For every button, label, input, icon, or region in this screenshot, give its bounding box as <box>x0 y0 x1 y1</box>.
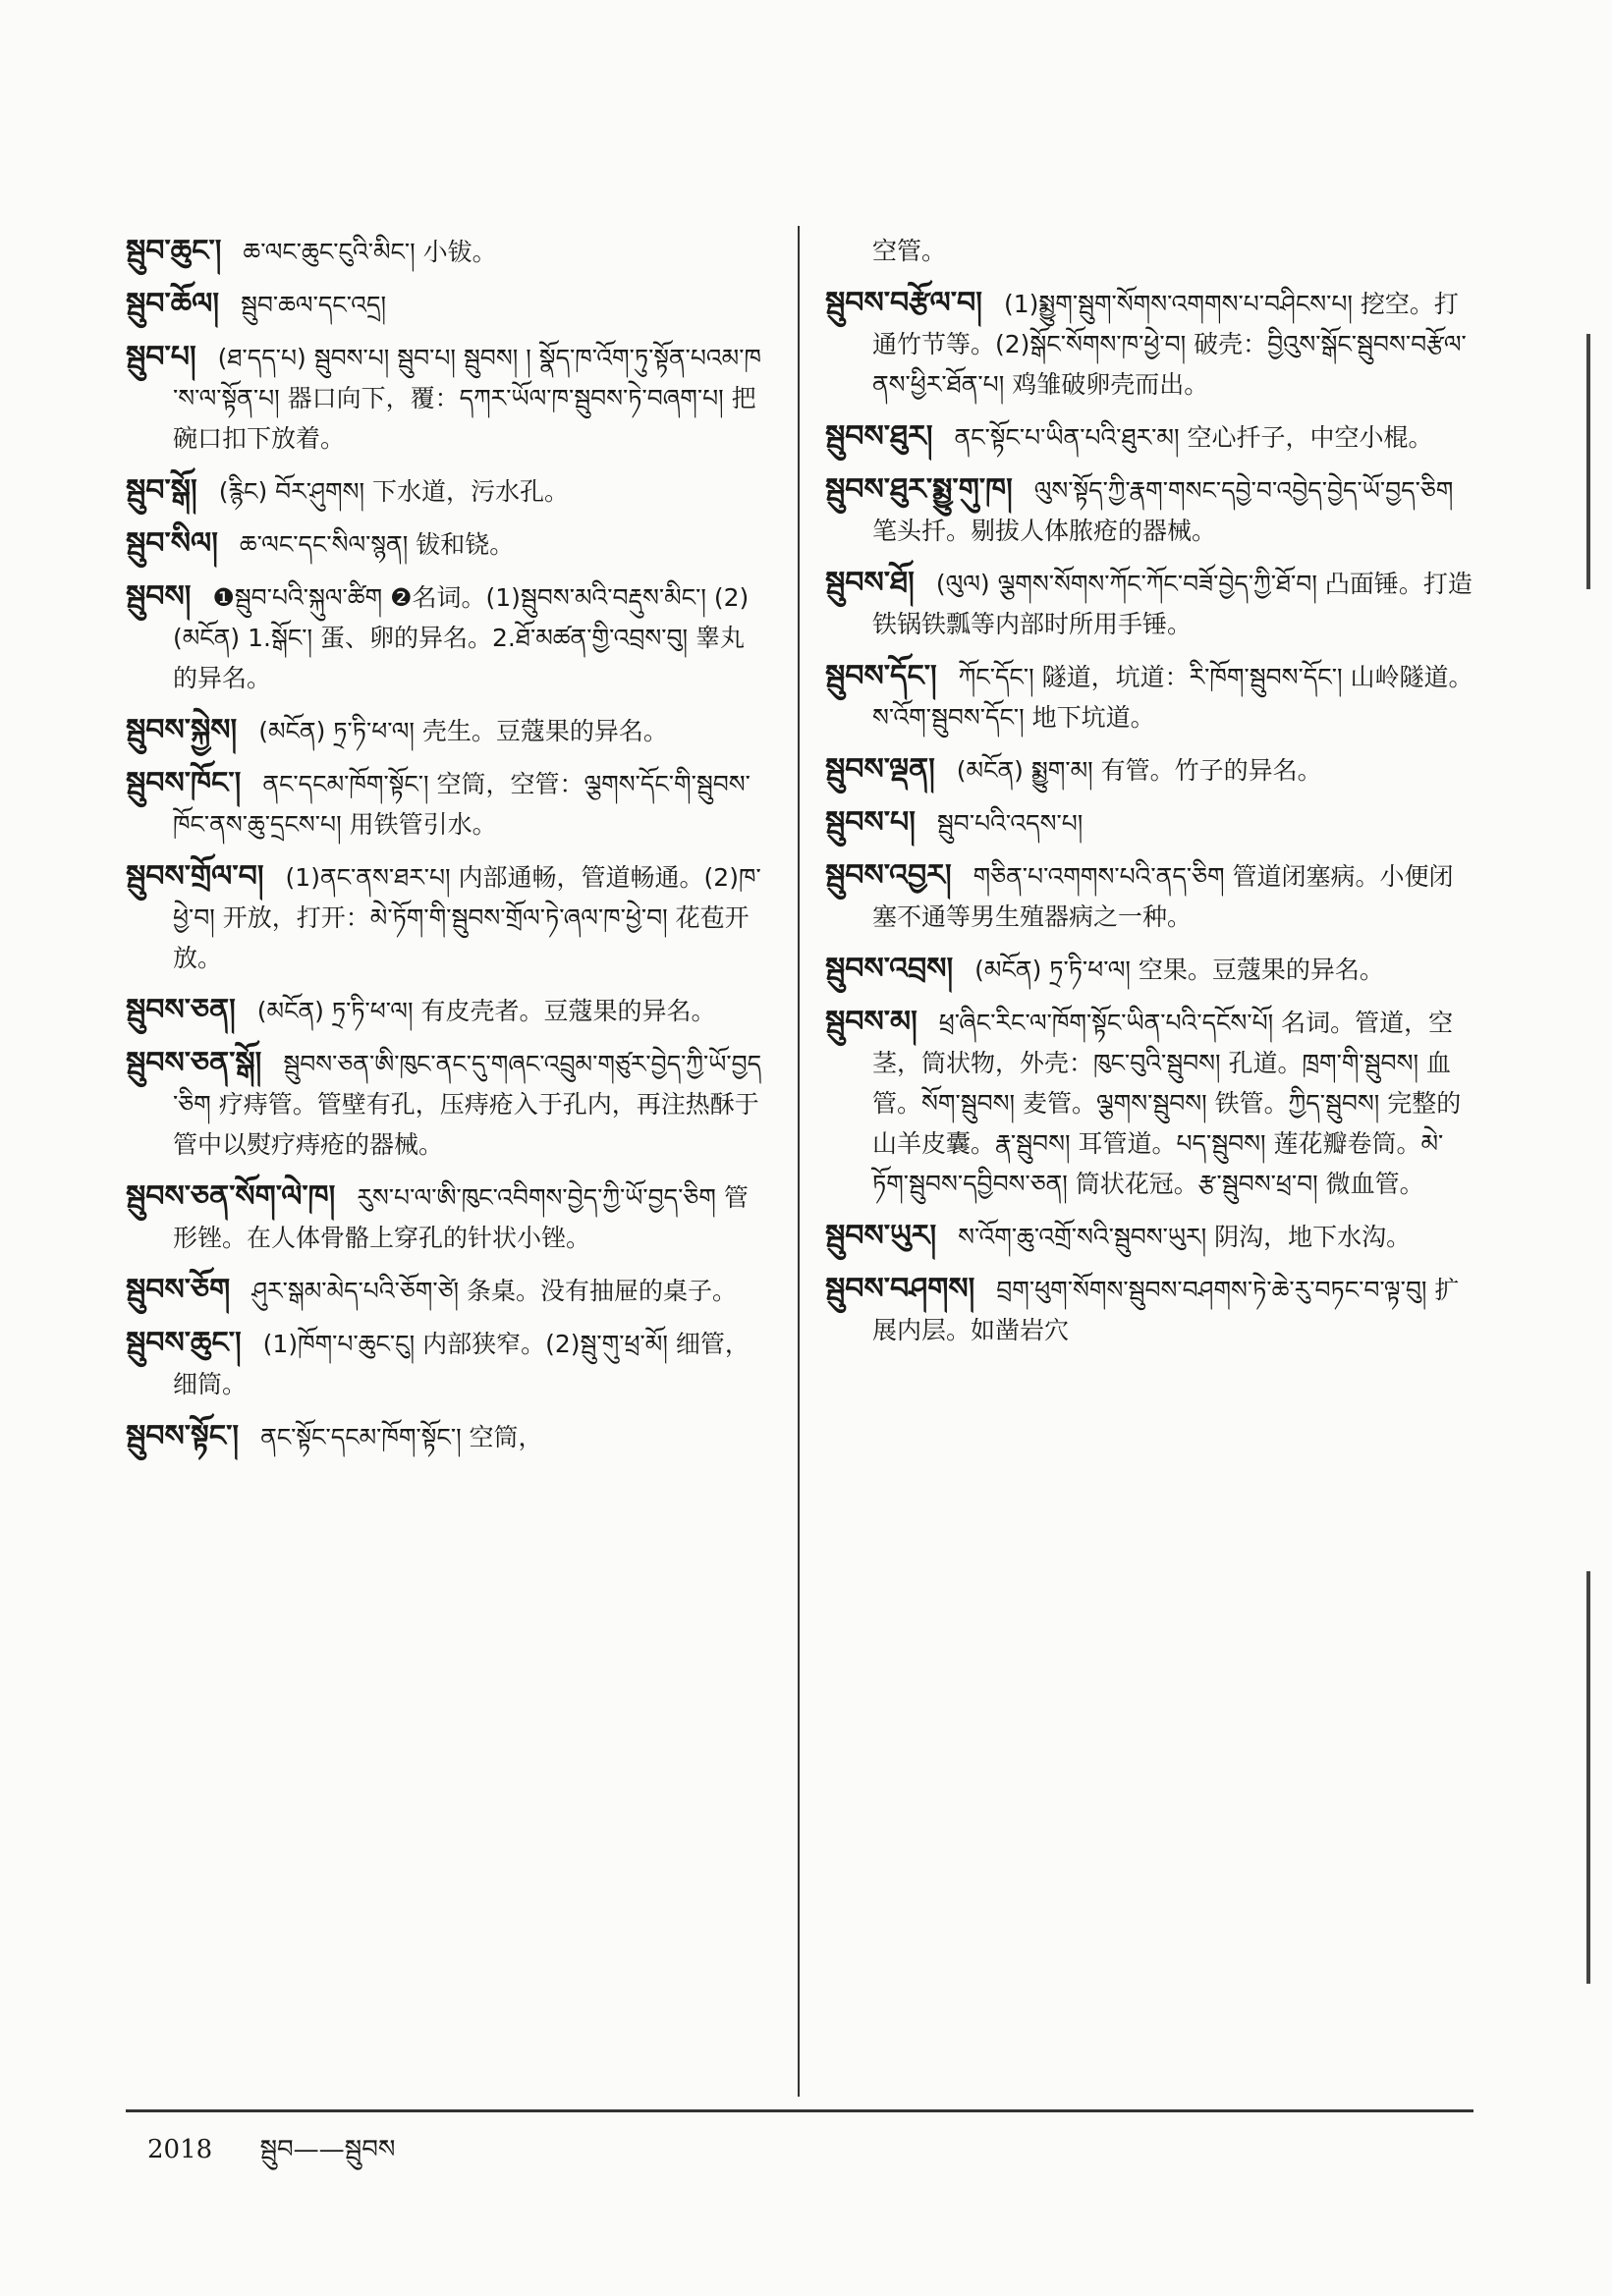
entry-definition: སྦུབས་ཅན་ཨི་ཁུང་ནང་དུ་གཞང་འབྲུམ་གཙུར་བྱེད་ཀྱི་ཡོ་བྱད་ཅིག 疗痔管。管壁有孔，压痔疮入于孔内，再注热酥于管中以熨疗痔疮的器械。 <box>173 1050 762 1159</box>
dictionary-entry <box>825 1216 1473 1257</box>
dictionary-entry <box>126 231 764 272</box>
entry-headword: སྦུབ་ཆོལ། <box>126 287 219 321</box>
dictionary-entry <box>825 1269 1473 1350</box>
left-column <box>126 231 764 1469</box>
dictionary-entry <box>825 563 1473 644</box>
entry-definition: ཆ་ལང་དང་སིལ་སྙན། 钹和铙。 <box>239 530 515 559</box>
entry-headword: སྦུབས་ཅོག <box>126 1273 231 1307</box>
entry-headword: སྦུབས་ཅན་སོག་ལེ་ཁ། <box>126 1179 336 1214</box>
entry-definition: ནང་དངམ་ཁོག་སྟོང་། 空筒，空管：ལྕགས་དོང་གི་སྦུབས་ཁོང་ནས་ཆུ་དྲངས་པ། 用铁管引水。 <box>173 770 750 839</box>
entry-headword: སྦུབས་སྐྱེས། <box>126 713 238 747</box>
entry-definition: བྲག་ཕུག་སོགས་སྦུབས་བཤགས་ཏེ་ཆེ་རུ་བཏང་བ་ལྟ་བུ། 扩展内层。如凿岩穴 <box>872 1276 1460 1344</box>
dictionary-entry <box>825 416 1473 458</box>
dictionary-entry <box>825 469 1473 551</box>
dictionary-entry <box>825 1002 1473 1204</box>
entry-definition: ཕྲ་ཞིང་རིང་ལ་ཁོག་སྟོང་ཡིན་པའི་དངོས་པོ། 名词。管道，空茎，筒状物，外壳：ཁུང་བུའི་སྦུབས། 孔道。ཁྲག་གི་སྦུབས། 血管。སོག་སྦུབས། 麦管。ལྕགས་སྦུབས། 铁管。ཀྱིད་སྦུབས། 完整的山羊皮囊。རྣ་སྦུབས། 耳管道。པད་སྦུབས། 莲花瓣卷筒。མེ་ཏོག་སྦུབས་དབྱིབས་ཅན། 筒状花冠。རྩ་སྦུབས་ཕྲ་བ། 微血管。 <box>872 1009 1462 1198</box>
entry-headword: སྦུབས་འབྱར། <box>825 858 952 893</box>
page-number: 2018 <box>147 2135 213 2164</box>
entry-definition: (ཐ་དད་པ) སྦུབས་པ། སྦུབ་པ། སྦུབས། ། སྣོད་ཁ་འོག་ཏུ་སྟོན་པའམ་ཁ་ས་ལ་སྟོན་པ། 器口向下，覆：དཀར་ཡོལ་ཁ་སྦུབས་ཏེ་བཞག་པ། 把碗口扣下放着。 <box>173 344 761 453</box>
entry-headword: སྦུབས་ཅན། <box>126 993 236 1027</box>
entry-headword: སྦུབས་ཅན་སྒོ། <box>126 1046 262 1080</box>
entry-definition: (མངོན) ཏྲ་ཏི་ཕ་ལ། 空果。豆蔻果的异名。 <box>974 956 1384 984</box>
entry-headword: སྦུབས་བཤགས། <box>825 1272 975 1306</box>
dictionary-entry <box>126 710 764 751</box>
dictionary-entry <box>825 855 1473 937</box>
right-column-lead: 空管。 <box>872 237 947 265</box>
entry-headword: སྦུབས་ཐུར་སྨྱུ་གུ་ཁ། <box>825 472 1013 507</box>
dictionary-entry <box>825 283 1473 405</box>
entry-definition: སྦུབ་པའི་འདས་པ། <box>936 809 1084 838</box>
entry-definition: རུས་པ་ལ་ཨི་ཁུང་འབིགས་བྱེད་ཀྱི་ཡོ་བྱད་ཅིག 管形锉。在人体骨骼上穿孔的针状小锉。 <box>173 1183 749 1252</box>
entry-headword: སྦུབས་པ། <box>825 805 916 840</box>
entry-headword: སྦུབས་ཐོ། <box>825 566 915 600</box>
dictionary-entry <box>825 656 1473 738</box>
entry-headword: སྦུབས་མ། <box>825 1005 917 1039</box>
entry-headword: སྦུབས་ཐུར། <box>825 419 933 454</box>
dictionary-entry <box>126 284 764 325</box>
dictionary-entry <box>126 523 764 565</box>
dictionary-entry <box>126 1323 764 1404</box>
page-footer <box>147 2121 434 2193</box>
dictionary-entry <box>825 802 1473 844</box>
entry-definition: ཆ་ལང་ཆུང་ངུའི་མིང་། 小钹。 <box>243 238 497 266</box>
entry-headword: སྦུབ་སྒོ། <box>126 473 197 508</box>
dictionary-entry <box>126 763 764 845</box>
right-column <box>825 231 1473 1362</box>
dictionary-entry <box>825 949 1473 990</box>
dictionary-entry <box>126 1043 764 1165</box>
entry-headword: སྦུབས་ཆུང་། <box>126 1326 242 1360</box>
entry-definition: ❶སྦུབ་པའི་སྐུལ་ཚིག ❷名词。(1)སྦུབས་མའི་བརྡུས་མིང་། (2)(མངོན) 1.སྒོང་། 蛋、卵的异名。2.ཐོ་མཚན་གྱི་འབྲས་བུ། 睾丸的异名。 <box>173 583 750 692</box>
edge-mark <box>1586 1571 1590 1984</box>
entry-definition: (རྙིང) བོར་ཤུགས། 下水道，污水孔。 <box>218 477 570 506</box>
entry-headword: སྦུབས་གྲོལ་བ། <box>126 859 264 894</box>
entry-definition: ནང་སྟོང་དངམ་ཁོག་སྟོང་། 空筒， <box>260 1423 543 1451</box>
entry-definition: (མངོན) ཏྲ་ཏི་ཕ་ལ། 壳生。豆蔻果的异名。 <box>258 717 668 745</box>
entry-definition: (1)ནང་ནས་ཐར་པ། 内部通畅，管道畅通。(2)ཁ་ཕྱེ་བ། 开放，打开：མེ་ཏོག་གི་སྦུབས་གྲོལ་ཏེ་ཞལ་ཁ་ཕྱེ་བ། 花苞开放。 <box>173 863 761 972</box>
entry-headword: སྦུབས་བརྩོལ་བ། <box>825 286 982 320</box>
entry-headword: སྦུབས་ཡུར། <box>825 1219 937 1253</box>
entry-definition: (1)སྨྱུག་སྦུག་སོགས་འགགས་པ་བཤིངས་པ། 挖空。打通竹节等。(2)སྒོང་སོགས་ཁ་ཕྱེ་བ། 破壳：བྱིའུས་སྒོང་སྦུབས་བརྩོལ་ནས་ཕྱིར་ཐོན་པ། 鸡雏破卵壳而出。 <box>872 290 1467 399</box>
dictionary-entry <box>126 1176 764 1258</box>
entry-definition: གཅིན་པ་འགགས་པའི་ནད་ཅིག 管道闭塞病。小便闭塞不通等男生殖器病之一种。 <box>872 862 1454 931</box>
entry-definition: སྦུབ་ཆལ་དང་འདྲ། <box>240 291 387 319</box>
entry-headword: སྦུབ་སིལ། <box>126 526 218 561</box>
dictionary-entry <box>126 1416 764 1457</box>
dictionary-entry <box>126 1270 764 1311</box>
entry-definition: (1)ཁོག་པ་ཆུང་ངུ། 内部狭窄。(2)སྦུ་གུ་ཕྲ་མོ། 细管，细筒。 <box>173 1330 750 1398</box>
dictionary-entry <box>126 856 764 978</box>
entry-headword: སྦུབ་ཆུང་། <box>126 234 222 268</box>
entry-definition: ཀོང་དོང་། 隧道，坑道：རི་ཁོག་སྦུབས་དོང་། 山岭隧道。ས་འོག་སྦུབས་དོང་། 地下坑道。 <box>872 663 1473 732</box>
page-range: སྦུབ——སྦུབས <box>259 2135 396 2164</box>
scan-edge-marks <box>1579 0 1598 2296</box>
entry-definition: (ལུལ) ལྕགས་སོགས་ཀོང་ཀོང་བཟོ་བྱེད་ཀྱི་ཐོ་བ། 凸面锤。打造铁锅铁瓢等内部时所用手锤。 <box>872 570 1473 638</box>
entry-headword: སྦུབས་འབྲས། <box>825 952 954 986</box>
dictionary-entry <box>126 990 764 1031</box>
entry-definition: ལུས་སྟོད་ཀྱི་རྣག་གསང་དབྱེ་བ་འབྱེད་བྱེད་ཡོ་བྱད་ཅིག 笔头扦。剔拔人体脓疮的器械。 <box>872 476 1454 545</box>
entry-headword: སྦུབས་ལྡན། <box>825 752 935 787</box>
entry-headword: སྦུབ་པ། <box>126 340 196 374</box>
edge-mark <box>1586 334 1590 589</box>
column-divider <box>798 226 800 2097</box>
footer-rule <box>126 2109 1473 2112</box>
dictionary-entry <box>126 470 764 512</box>
entry-definition: ས་འོག་ཆུ་འགྲོ་སའི་སྦུབས་ཡུར། 阴沟，地下水沟。 <box>958 1223 1412 1251</box>
dictionary-entry <box>825 749 1473 791</box>
entry-definition: (མངོན) སྨྱུག་མ། 有管。竹子的异名。 <box>956 756 1322 785</box>
entry-headword: སྦུབས་དོང་། <box>825 659 937 693</box>
entry-definition: (མངོན) ཏྲ་ཏི་ཕ་ལ། 有皮壳者。豆蔻果的异名。 <box>256 997 716 1025</box>
dictionary-entry <box>126 337 764 459</box>
entry-headword: སྦུབས། <box>126 579 192 614</box>
entry-definition: ཤུར་སྒམ་མེད་པའི་ཅོག་ཙེ། 条桌。没有抽屉的桌子。 <box>251 1277 737 1305</box>
entry-headword: སྦུབས་ཁོང་། <box>126 766 242 800</box>
entry-headword: སྦུབས་སྟོང་། <box>126 1419 240 1453</box>
dictionary-entry <box>126 576 764 698</box>
entry-definition: ནང་སྟོང་པ་ཡིན་པའི་ཐུར་མ། 空心扦子，中空小棍。 <box>954 423 1433 452</box>
